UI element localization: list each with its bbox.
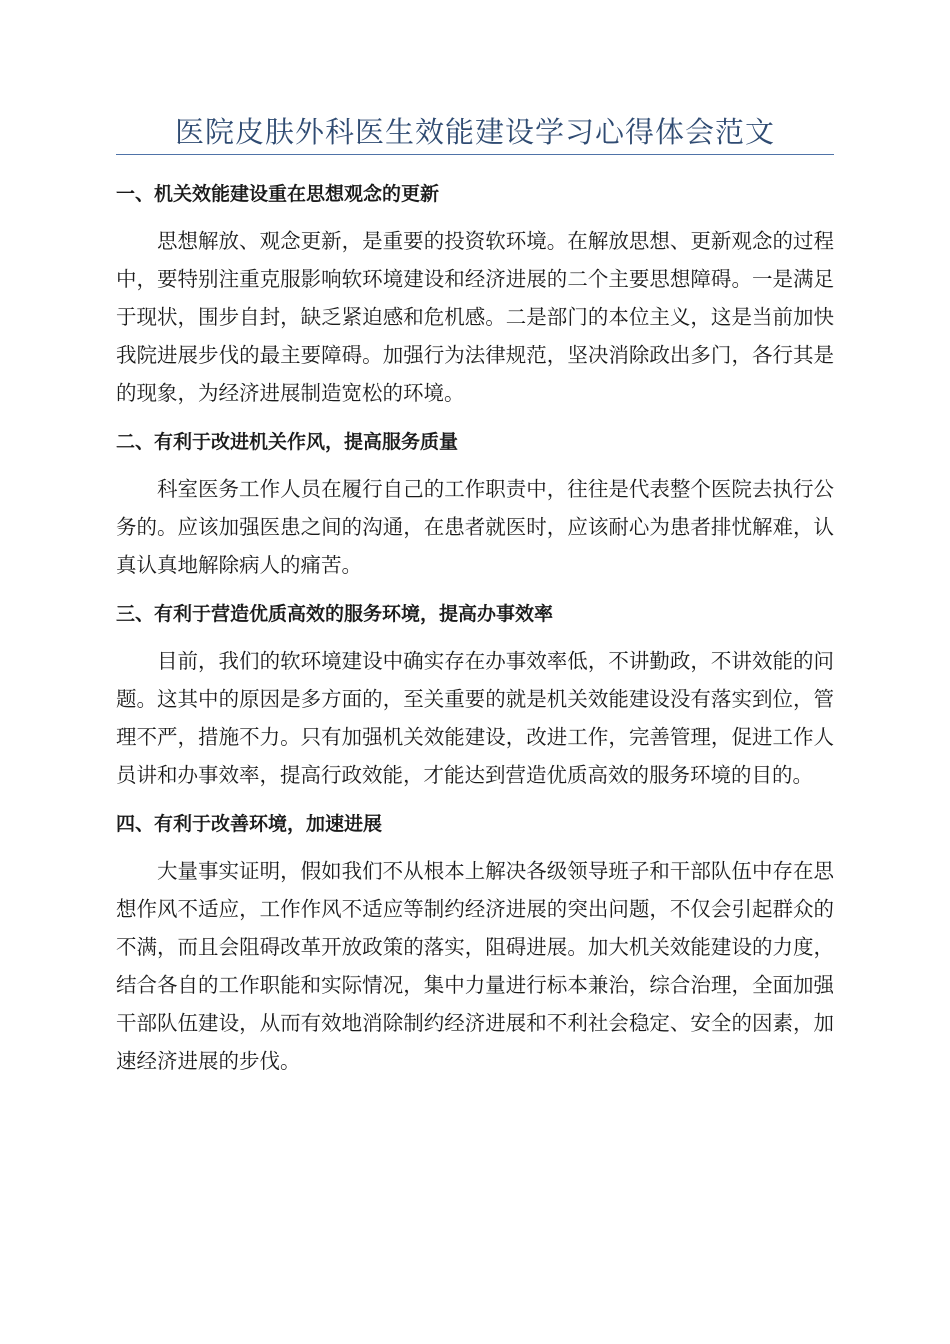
document-body bbox=[116, 176, 834, 1092]
section-4 bbox=[116, 806, 834, 1080]
section-heading: 一、机关效能建设重在思想观念的更新 bbox=[116, 183, 440, 205]
section-paragraph: 大量事实证明，假如我们不从根本上解决各级领导班子和干部队伍中存在思想作风不适应，工作作风不适应等制约经济进展的突出问题，不仅会引起群众的不满，而且会阻碍改革开放政策的落实，阻碍进展。加大机关效能建设的力度，结合各自的工作职能和实际情况，集中力量进行标本兼治，综合治理，全面加强干部队伍建设，从而有效地消除制约经济进展和不利社会稳定、安全的因素，加速经济进展的步伐。 bbox=[116, 859, 834, 1073]
title-underline bbox=[116, 154, 834, 155]
section-paragraph: 科室医务工作人员在履行自己的工作职责中，往往是代表整个医院去执行公务的。应该加强医患之间的沟通，在患者就医时，应该耐心为患者排忧解难，认真认真地解除病人的痛苦。 bbox=[116, 477, 834, 577]
section-1 bbox=[116, 176, 834, 412]
section-heading: 二、有利于改进机关作风，提高服务质量 bbox=[116, 431, 459, 453]
section-paragraph: 思想解放、观念更新，是重要的投资软环境。在解放思想、更新观念的过程中，要特别注重克服影响软环境建设和经济进展的二个主要思想障碍。一是满足于现状，围步自封，缺乏紧迫感和危机感。二是部门的本位主义，这是当前加快我院进展步伐的最主要障碍。加强行为法律规范，坚决消除政出多门，各行其是的现象，为经济进展制造宽松的环境。 bbox=[116, 229, 834, 405]
section-paragraph: 目前，我们的软环境建设中确实存在办事效率低，不讲勤政，不讲效能的问题。这其中的原因是多方面的，至关重要的就是机关效能建设没有落实到位，管理不严，措施不力。只有加强机关效能建设，改进工作，完善管理，促进工作人员讲和办事效率，提高行政效能，才能达到营造优质高效的服务环境的目的。 bbox=[116, 649, 834, 787]
section-3 bbox=[116, 596, 834, 794]
section-heading: 四、有利于改善环境，加速进展 bbox=[116, 813, 383, 835]
section-heading: 三、有利于营造优质高效的服务环境，提高办事效率 bbox=[116, 603, 554, 625]
section-2 bbox=[116, 424, 834, 584]
document-title: 医院皮肤外科医生效能建设学习心得体会范文 bbox=[174, 115, 775, 149]
